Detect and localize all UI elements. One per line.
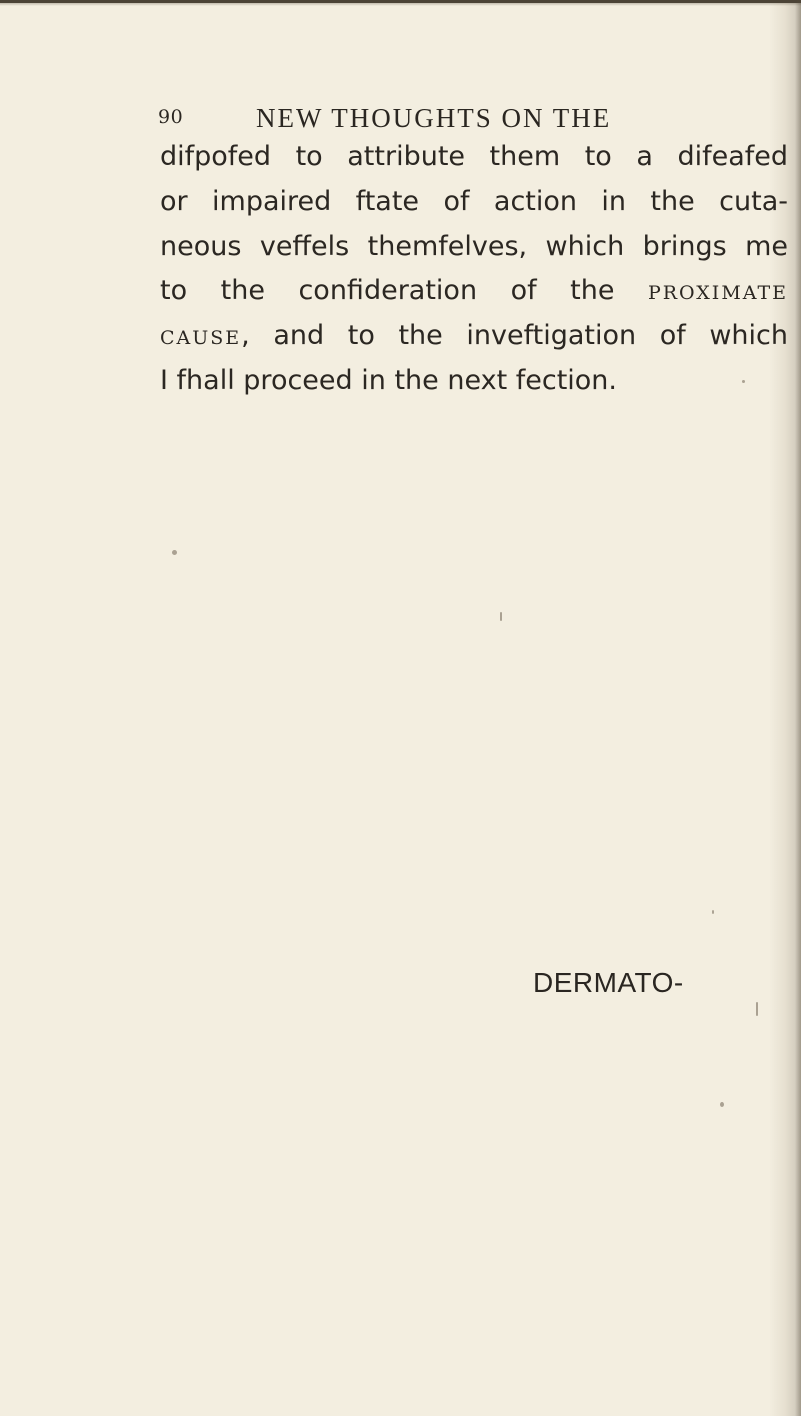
paper-speck	[500, 612, 502, 621]
proximate-small-caps: proximate	[647, 275, 788, 307]
paper-speck	[172, 550, 177, 555]
page-number: 90	[158, 106, 184, 128]
text-line-4	[160, 269, 788, 314]
text-line-1: difpofed to attribute them to a difeafed	[160, 141, 788, 172]
body-paragraph	[160, 135, 790, 404]
text-line-5-rest: , and to the inveftigation of which	[241, 320, 788, 352]
paper-speck	[756, 1002, 758, 1016]
paper-speck	[712, 910, 714, 914]
running-title: NEW THOUGHTS ON THE	[256, 103, 612, 133]
right-edge-shadow	[795, 0, 801, 1416]
paper-speck	[720, 1102, 724, 1107]
paper-speck	[742, 380, 745, 383]
cause-small-caps: cause	[160, 320, 242, 352]
text-line-5	[160, 314, 788, 359]
text-line-4-start: to the confideration of the	[160, 275, 648, 307]
catchword: DERMATO-	[533, 967, 684, 998]
text-line-2: or impaired ftate of action in the cuta-	[160, 185, 788, 217]
text-line-6: I fhall proceed in the next fection.	[160, 364, 617, 396]
top-edge-shadow	[0, 0, 801, 3]
text-line-3: neous veffels themfelves, which brings me	[160, 230, 788, 262]
